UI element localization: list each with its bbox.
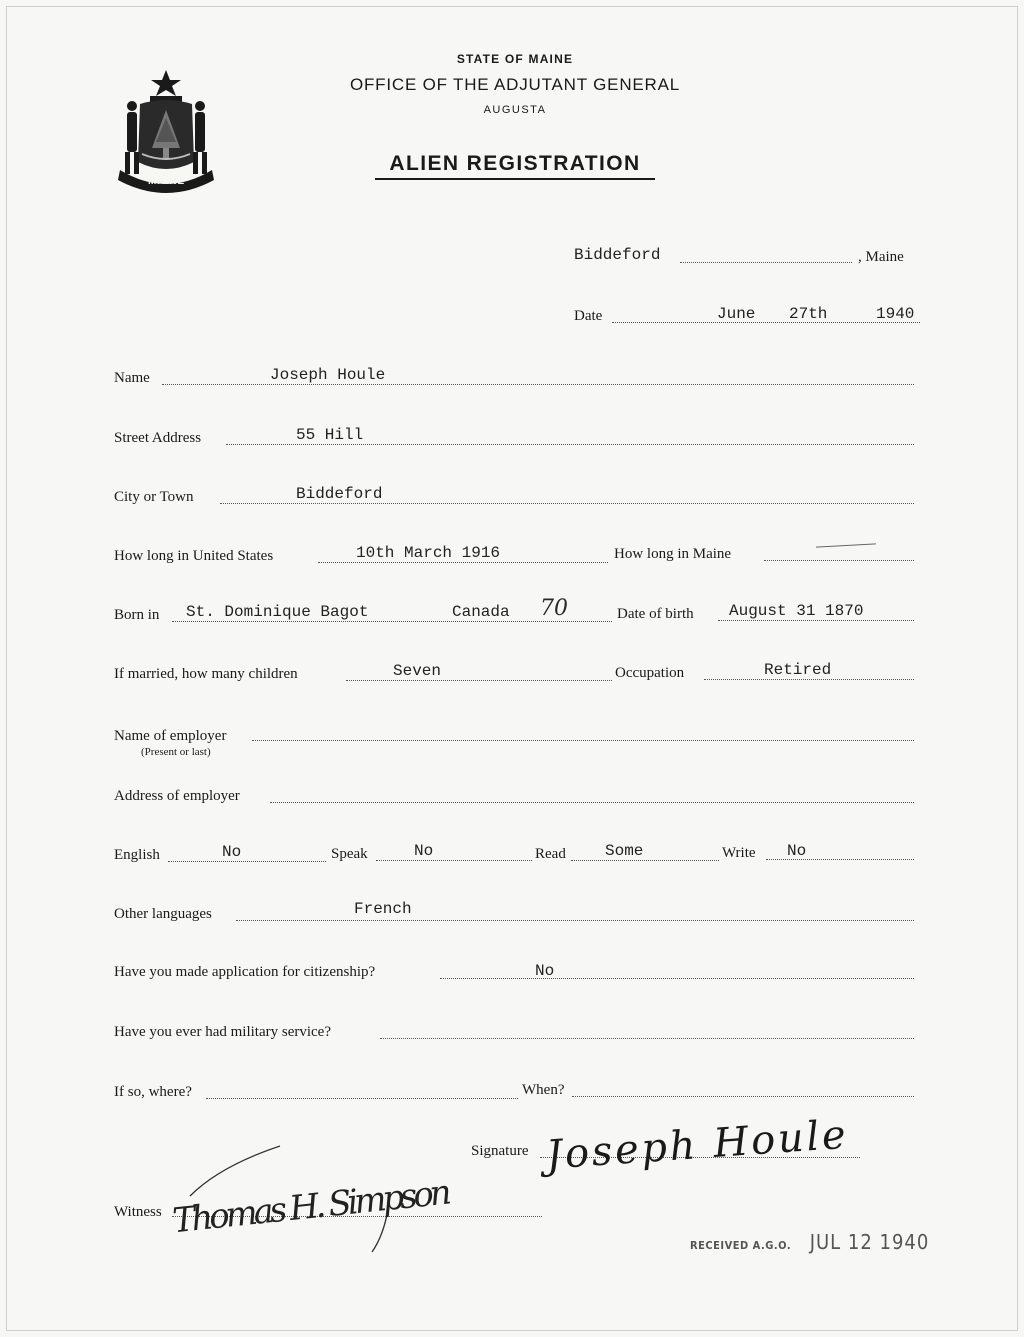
where-line xyxy=(206,1098,518,1099)
children-value[interactable]: Seven xyxy=(393,662,442,680)
header-city: AUGUSTA xyxy=(483,104,547,116)
occupation-label: Occupation xyxy=(615,665,685,681)
place-value[interactable]: Biddeford xyxy=(574,246,661,264)
street-value[interactable]: 55 Hill xyxy=(296,426,364,444)
write-value[interactable]: No xyxy=(787,842,807,860)
how-long-us-label: How long in United States xyxy=(114,548,274,564)
read-line xyxy=(571,860,719,861)
employer-name-line xyxy=(252,740,914,741)
how-long-maine-line xyxy=(764,560,914,561)
born-in-value[interactable]: St. Dominique Bagot xyxy=(186,603,369,621)
occupation-value[interactable]: Retired xyxy=(764,661,832,679)
how-long-us-value[interactable]: 10th March 1916 xyxy=(356,544,501,562)
stamp-received: RECEIVED A.G.O. xyxy=(690,1239,792,1252)
speak-value[interactable]: No xyxy=(414,842,434,860)
dob-label: Date of birth xyxy=(617,606,694,622)
citizenship-value[interactable]: No xyxy=(535,962,555,980)
witness-signature-handwriting[interactable] xyxy=(160,1136,470,1256)
employer-address-line xyxy=(270,802,914,803)
employer-name-label: Name of employer xyxy=(114,728,227,744)
date-label: Date xyxy=(574,308,603,324)
employer-address-label: Address of employer xyxy=(114,788,240,804)
where-label: If so, where? xyxy=(114,1084,192,1100)
occupation-line xyxy=(704,679,914,680)
born-in-label: Born in xyxy=(114,607,160,623)
seal-banner-text: MAINE xyxy=(148,176,186,187)
when-label: When? xyxy=(522,1082,565,1098)
header-state: STATE OF MAINE xyxy=(456,52,574,66)
children-line xyxy=(346,680,612,681)
speak-label: Speak xyxy=(331,846,368,862)
place-suffix: , Maine xyxy=(858,249,904,265)
speak-line xyxy=(376,860,532,861)
witness-value: Thomas H. Simpson xyxy=(170,1172,454,1242)
born-in-country[interactable]: Canada xyxy=(452,603,510,621)
title-underline xyxy=(375,178,655,180)
city-line xyxy=(220,503,914,504)
name-value[interactable]: Joseph Houle xyxy=(270,366,386,384)
header-office: OFFICE OF THE ADJUTANT GENERAL xyxy=(349,75,681,94)
other-languages-line xyxy=(236,920,914,921)
received-stamp xyxy=(690,1230,929,1254)
english-label: English xyxy=(114,847,160,863)
born-in-line xyxy=(172,621,612,622)
write-label: Write xyxy=(722,845,756,861)
witness-label: Witness xyxy=(114,1204,162,1220)
street-line xyxy=(226,444,914,445)
read-value[interactable]: Some xyxy=(605,842,644,860)
children-label: If married, how many children xyxy=(114,666,298,682)
signature-label: Signature xyxy=(471,1143,529,1159)
employer-name-sublabel: (Present or last) xyxy=(141,746,211,758)
how-long-maine-label: How long in Maine xyxy=(614,546,732,562)
dob-value[interactable]: August 31 1870 xyxy=(729,602,864,620)
name-label: Name xyxy=(114,370,150,386)
citizenship-line xyxy=(440,978,914,979)
military-line xyxy=(380,1038,914,1039)
place-line xyxy=(680,262,852,263)
read-label: Read xyxy=(535,846,566,862)
military-label: Have you ever had military service? xyxy=(114,1024,331,1040)
english-line xyxy=(168,861,326,862)
name-line xyxy=(162,384,914,385)
dob-line xyxy=(718,620,914,621)
other-languages-label: Other languages xyxy=(114,906,212,922)
date-line xyxy=(612,322,920,323)
city-value[interactable]: Biddeford xyxy=(296,485,383,503)
form-title: ALIEN REGISTRATION xyxy=(389,152,641,175)
when-line xyxy=(572,1096,914,1097)
street-label: Street Address xyxy=(114,430,202,446)
other-languages-value[interactable]: French xyxy=(354,900,412,918)
citizenship-label: Have you made application for citizenship? xyxy=(114,964,376,980)
born-in-note: 70 xyxy=(540,596,568,621)
city-label: City or Town xyxy=(114,489,194,505)
english-value[interactable]: No xyxy=(222,843,242,861)
date-year[interactable]: 1940 xyxy=(876,305,915,323)
date-day[interactable]: 27th xyxy=(789,305,828,323)
how-long-us-line xyxy=(318,562,608,563)
date-month[interactable]: June xyxy=(717,305,756,323)
stamp-date: JUL 12 1940 xyxy=(809,1230,930,1254)
signature-value: Joseph Houle xyxy=(544,1111,848,1179)
signature-handwriting[interactable] xyxy=(540,1108,870,1188)
